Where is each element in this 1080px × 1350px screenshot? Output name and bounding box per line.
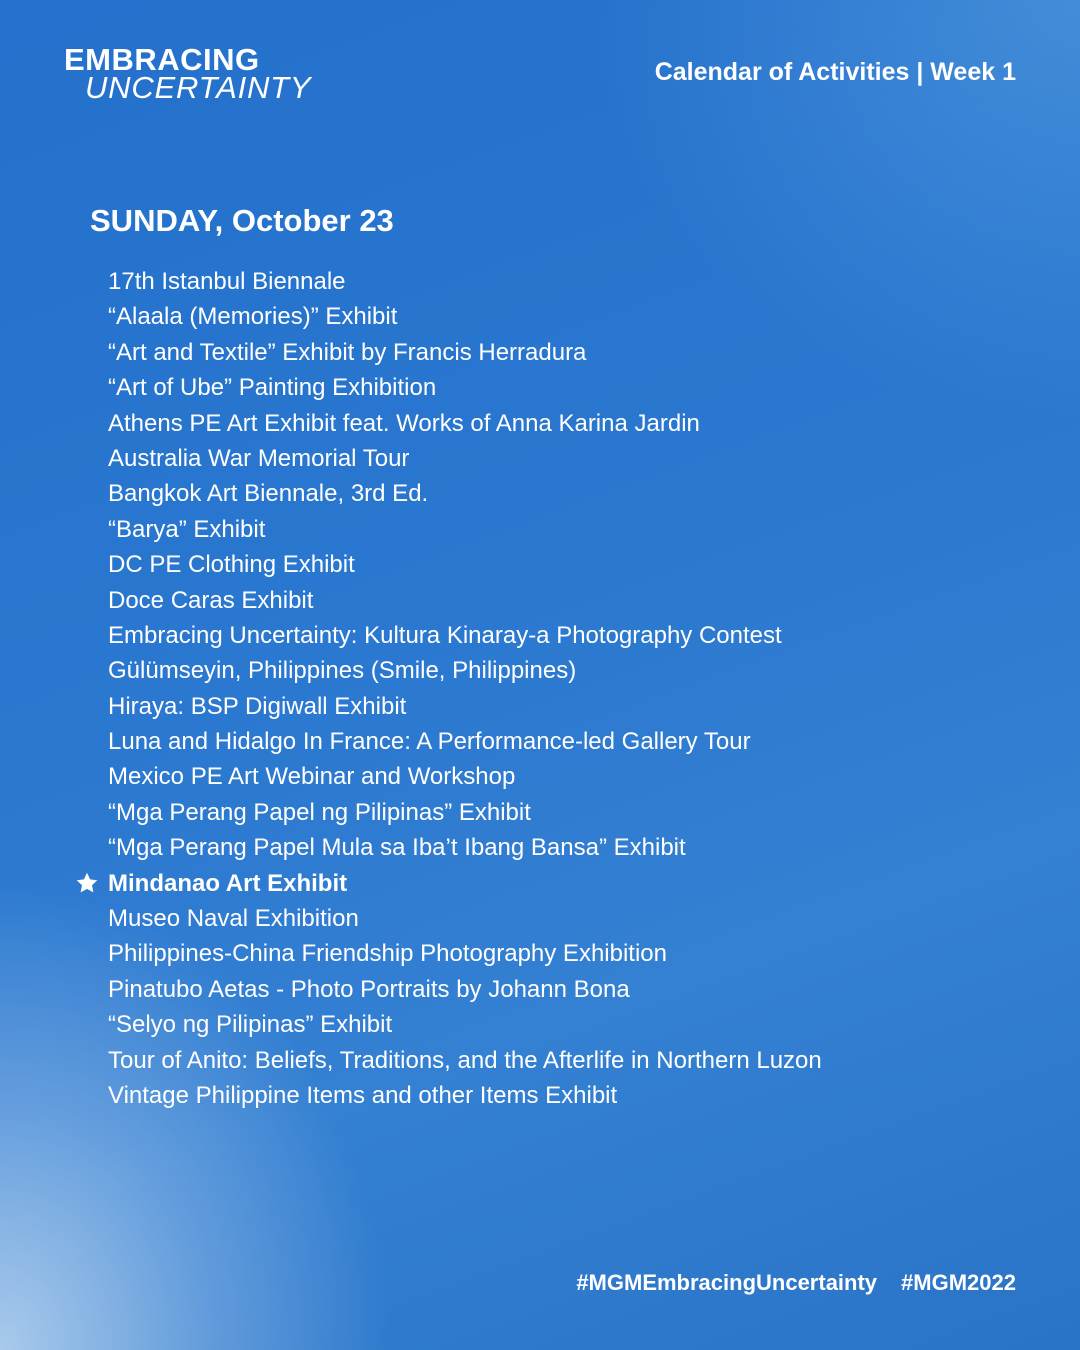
activity-item: [108, 795, 822, 830]
activity-label: “Art of Ube” Painting Exhibition: [108, 374, 437, 402]
activity-label: Pinatubo Aetas - Photo Portraits by Johann Bona: [108, 975, 630, 1003]
activity-item: [108, 547, 822, 582]
activity-label: Australia War Memorial Tour: [108, 444, 410, 472]
activity-label: Gülümseyin, Philippines (Smile, Philippines): [108, 657, 577, 685]
activity-list: [108, 264, 822, 1113]
activity-label: Philippines-China Friendship Photography Exhibition: [108, 940, 667, 968]
activity-item: [108, 264, 822, 299]
logo: [64, 44, 311, 103]
activity-label: Bangkok Art Biennale, 3rd Ed.: [108, 480, 429, 508]
activity-label: Luna and Hidalgo In France: A Performance-led Gallery Tour: [108, 728, 751, 756]
hashtag-embracing-uncertainty: #MGMEmbracingUncertainty: [576, 1270, 878, 1295]
activity-item: [108, 512, 822, 547]
activity-item: [108, 972, 822, 1007]
hashtag-mgm2022: #MGM2022: [901, 1270, 1016, 1295]
activity-item: [108, 441, 822, 476]
activity-label: Embracing Uncertainty: Kultura Kinaray-a Photography Contest: [108, 621, 782, 649]
activity-item: [108, 476, 822, 511]
activity-label: Museo Naval Exhibition: [108, 905, 359, 933]
activity-item: [108, 901, 822, 936]
activity-item: [108, 1007, 822, 1042]
activity-item: [108, 406, 822, 441]
activity-item: [108, 936, 822, 971]
activity-label: Vintage Philippine Items and other Items Exhibit: [108, 1081, 618, 1109]
activity-item: [108, 1043, 822, 1078]
calendar-title: Calendar of Activities | Week 1: [654, 58, 1016, 86]
activity-item: [108, 583, 822, 618]
activity-label: DC PE Clothing Exhibit: [108, 551, 355, 579]
star-icon: [74, 866, 100, 901]
activity-item: [108, 299, 822, 334]
activity-label: Doce Caras Exhibit: [108, 586, 314, 614]
logo-line-uncertainty: UNCERTAINTY: [85, 70, 312, 105]
activity-item: [108, 653, 822, 688]
activity-label: “Barya” Exhibit: [108, 515, 266, 543]
activity-item: [108, 689, 822, 724]
hashtags: [576, 1270, 1016, 1296]
activity-item: [108, 830, 822, 865]
activity-label: Hiraya: BSP Digiwall Exhibit: [108, 692, 407, 720]
activity-item-featured: [108, 866, 822, 901]
activity-item: [108, 618, 822, 653]
activity-label: “Mga Perang Papel Mula sa Iba’t Ibang Bansa” Exhibit: [108, 834, 686, 862]
activity-label: “Art and Textile” Exhibit by Francis Herradura: [108, 338, 587, 366]
activity-label: 17th Istanbul Biennale: [108, 268, 346, 295]
activity-label: Mexico PE Art Webinar and Workshop: [108, 763, 516, 791]
activity-label: Tour of Anito: Beliefs, Traditions, and the Afterlife in Northern Luzon: [108, 1046, 822, 1074]
activity-item: [108, 335, 822, 370]
activity-label: Mindanao Art Exhibit: [108, 869, 348, 897]
activity-item: [108, 724, 822, 759]
activity-label: “Selyo ng Pilipinas” Exhibit: [108, 1011, 393, 1039]
activity-label: “Alaala (Memories)” Exhibit: [108, 303, 398, 331]
activity-item: [108, 370, 822, 405]
day-heading: SUNDAY, October 23: [90, 203, 394, 238]
activity-label: Athens PE Art Exhibit feat. Works of Anna Karina Jardin: [108, 409, 700, 437]
activity-item: [108, 1078, 822, 1113]
activity-label: “Mga Perang Papel ng Pilipinas” Exhibit: [108, 798, 531, 826]
logo-line-embracing: EMBRACING: [64, 42, 260, 77]
activity-item: [108, 759, 822, 794]
